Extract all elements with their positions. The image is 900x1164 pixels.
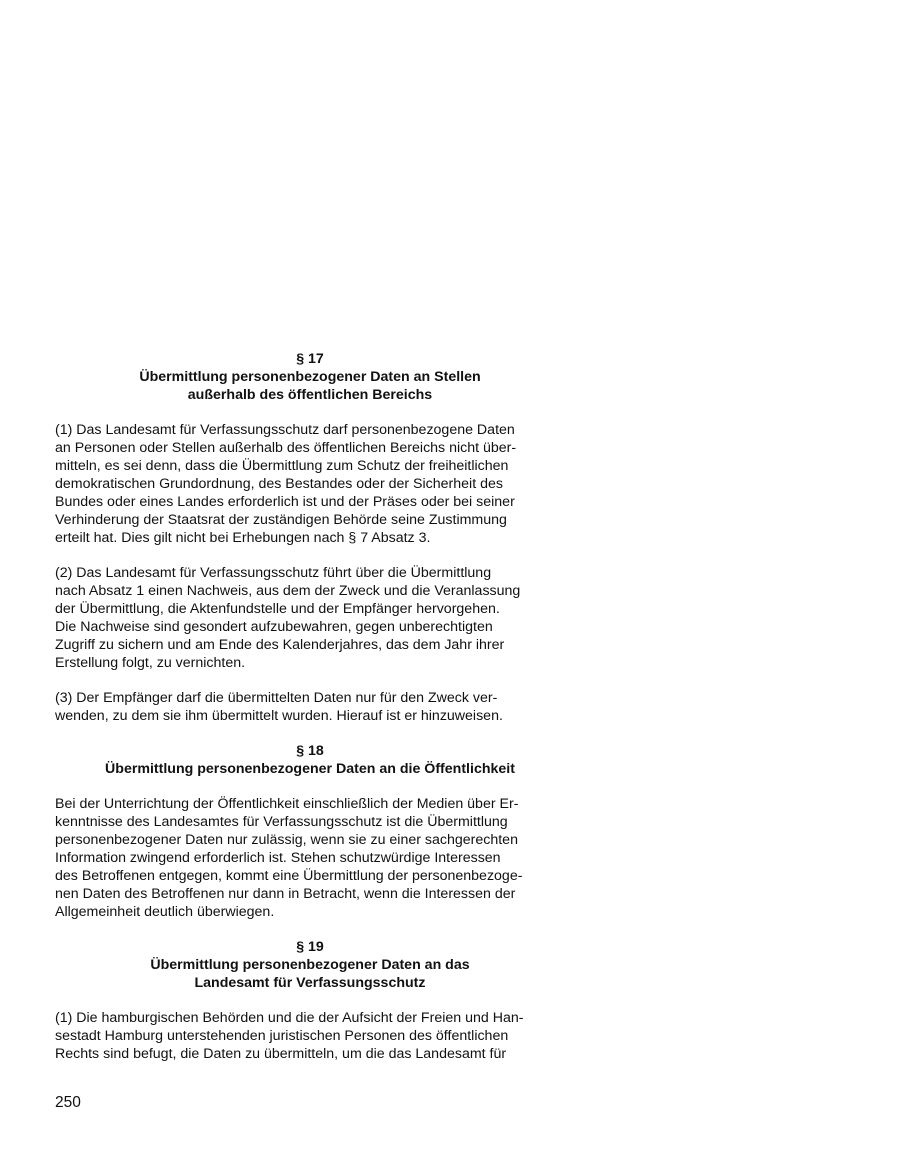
section-number: § 18 [296, 743, 324, 759]
text-line: (2) Das Landesamt für Verfassungsschutz führt über die Übermittlung [55, 565, 492, 581]
text-line: Allgemeinheit deutlich überwiegen. [55, 904, 275, 920]
section-heading [55, 938, 565, 992]
text-line: des Betroffenen entgegen, kommt eine Übermittlung der personenbezoge- [55, 868, 523, 884]
text-line: erteilt hat. Dies gilt nicht bei Erhebungen nach § 7 Absatz 3. [55, 530, 431, 546]
paragraph [55, 795, 565, 921]
text-line: Information zwingend erforderlich ist. Stehen schutzwürdige Interessen [55, 850, 501, 866]
text-line: Erstellung folgt, zu vernichten. [55, 655, 246, 671]
text-line: (3) Der Empfänger darf die übermittelten Daten nur für den Zweck ver- [55, 690, 498, 706]
text-line: Verhinderung der Staatsrat der zuständigen Behörde seine Zustimmung [55, 512, 507, 528]
text-line: demokratischen Grundordnung, des Bestandes oder der Sicherheit des [55, 476, 503, 492]
text-line: der Übermittlung, die Aktenfundstelle und der Empfänger hervorgehen. [55, 601, 500, 617]
section-title-line: Übermittlung personenbezogener Daten an das [150, 957, 470, 973]
paragraph [55, 564, 565, 672]
text-line: nen Daten des Betroffenen nur dann in Betracht, wenn die Interessen der [55, 886, 516, 902]
section-19 [55, 938, 565, 1063]
section-title-line: Landesamt für Verfassungsschutz [194, 975, 426, 991]
paragraph [55, 1009, 565, 1063]
text-line: Die Nachweise sind gesondert aufzubewahren, gegen unberechtigten [55, 619, 493, 635]
text-line: Bundes oder eines Landes erforderlich ist und der Präses oder bei seiner [55, 494, 515, 510]
text-line: Bei der Unterrichtung der Öffentlichkeit einschließlich der Medien über Er- [55, 796, 519, 812]
text-line: sestadt Hamburg unterstehenden juristischen Personen des öffentlichen [55, 1028, 509, 1044]
document-page [55, 350, 565, 1063]
text-line: Rechts sind befugt, die Daten zu übermitteln, um die das Landesamt für [55, 1046, 507, 1062]
section-number: § 17 [296, 351, 324, 367]
section-heading [55, 350, 565, 404]
text-line: personenbezogener Daten nur zulässig, wenn sie zu einer sachgerechten [55, 832, 518, 848]
section-18 [55, 742, 565, 921]
text-line: kenntnisse des Landesamtes für Verfassungsschutz ist die Übermittlung [55, 814, 508, 830]
section-17 [55, 350, 565, 725]
paragraph [55, 421, 565, 547]
text-line: mitteln, es sei denn, dass die Übermittlung zum Schutz der freiheitlichen [55, 458, 509, 474]
page-number: 250 [55, 1094, 81, 1111]
text-line: wenden, zu dem sie ihm übermittelt wurden. Hierauf ist er hinzuweisen. [55, 708, 503, 724]
section-title-line: Übermittlung personenbezogener Daten an die Öffentlichkeit [105, 761, 515, 777]
text-line: (1) Die hamburgischen Behörden und die der Aufsicht der Freien und Han- [55, 1010, 524, 1026]
text-line: Zugriff zu sichern und am Ende des Kalenderjahres, das dem Jahr ihrer [55, 637, 505, 653]
text-line: (1) Das Landesamt für Verfassungsschutz darf personenbezogene Daten [55, 422, 515, 438]
section-title-line: Übermittlung personenbezogener Daten an Stellen [139, 369, 481, 385]
section-title-line: außerhalb des öffentlichen Bereichs [187, 387, 433, 403]
section-heading [55, 742, 565, 778]
section-number: § 19 [296, 939, 324, 955]
paragraph [55, 689, 565, 725]
text-line: nach Absatz 1 einen Nachweis, aus dem der Zweck und die Veranlassung [55, 583, 521, 599]
text-line: an Personen oder Stellen außerhalb des öffentlichen Bereichs nicht über- [55, 440, 517, 456]
